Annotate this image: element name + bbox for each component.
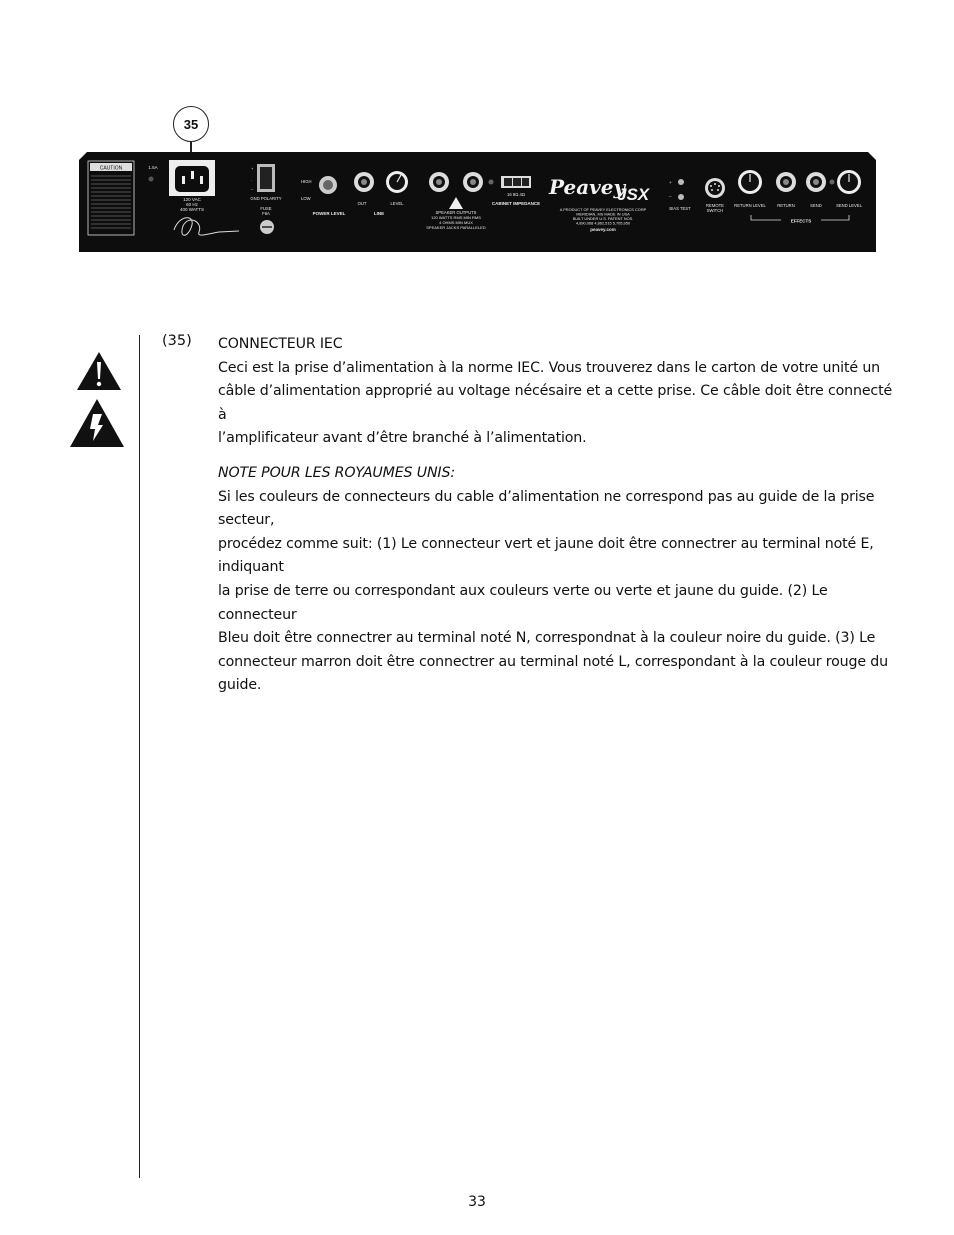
svg-text:HIGH: HIGH	[301, 179, 312, 184]
body-line-2: câble d’alimentation approprié au voltage nécésaire et a cette prise. Ce câble doit être connecté à	[218, 383, 893, 423]
svg-text:POWER LEVEL: POWER LEVEL	[312, 211, 346, 216]
fuse-rating-label: 1.5A	[148, 165, 158, 170]
section-title: CONNECTEUR IEC	[218, 336, 343, 352]
bias-test-point-minus	[678, 194, 684, 200]
svg-text:–: –	[669, 194, 672, 199]
svg-text:LEVEL: LEVEL	[390, 201, 404, 206]
svg-text:120 WATTS RMS MIN RMS: 120 WATTS RMS MIN RMS	[431, 215, 481, 220]
svg-text:peavey.com: peavey.com	[590, 227, 616, 232]
svg-text:4,890,068 4,862,515 5,705,950: 4,890,068 4,862,515 5,705,950	[575, 220, 631, 226]
note-line-4: Bleu doit être connectrer au terminal noté N, correspondnat à la couleur noire du guide. (3) Le	[218, 630, 876, 647]
body-line-3: l’amplificateur avant d’être branché à l’alimentation.	[218, 430, 587, 447]
page-number: 33	[468, 1194, 486, 1210]
section-content	[218, 333, 902, 698]
svg-text:LOW: LOW	[301, 196, 311, 201]
svg-text:4 OHMS MIN MUX: 4 OHMS MIN MUX	[439, 220, 473, 225]
svg-text:SEND: SEND	[810, 203, 822, 208]
peavey-logo: Peavey	[549, 175, 626, 199]
svg-text:EFFECTS: EFFECTS	[790, 218, 812, 224]
svg-text:F6A: F6A	[262, 211, 270, 216]
svg-text:A PRODUCT OF PEAVEY ELECTRONIC: A PRODUCT OF PEAVEY ELECTRONICS CORP	[559, 207, 647, 212]
note-line-2: procédez comme suit: (1) Le connecteur vert et jaune doit être connectrer au terminal noté E, indiquant	[218, 535, 874, 576]
caution-text: CAUTION	[99, 165, 123, 172]
svg-text:REMOTE: REMOTE	[706, 203, 724, 208]
svg-text:CABINET IMPEDANCE: CABINET IMPEDANCE	[491, 201, 541, 206]
margin-rule	[139, 335, 140, 1178]
svg-text:+: +	[669, 180, 672, 185]
note-line-1: Si les couleurs de connecteurs du cable d’alimentation ne correspond pas au guide de la prise secteur,	[218, 488, 875, 529]
svg-text:LINE: LINE	[373, 211, 385, 216]
svg-text:SWITCH: SWITCH	[706, 208, 724, 213]
svg-text:RETURN LEVEL: RETURN LEVEL	[734, 203, 766, 208]
callout-35: 35	[173, 106, 209, 142]
svg-text:RETURN: RETURN	[777, 203, 795, 208]
note-line-3: la prise de terre ou correspondant aux couleurs verte ou verte et jaune du guide. (2) Le connecteur	[218, 582, 828, 623]
iec-power-connector	[169, 160, 215, 196]
svg-text:SEND LEVEL: SEND LEVEL	[836, 203, 862, 208]
bias-test-point-plus	[678, 179, 684, 185]
jsx-logo: JSX	[617, 185, 650, 204]
electric-shock-warning-icon	[69, 398, 125, 448]
svg-text:SPEAKER JACKS PARALLELED: SPEAKER JACKS PARALLELED	[426, 225, 486, 230]
svg-text:SPEAKER OUTPUTS: SPEAKER OUTPUTS	[435, 210, 477, 215]
svg-text:16 8Ω 4Ω: 16 8Ω 4Ω	[507, 192, 525, 197]
caution-exclamation-icon	[76, 351, 122, 391]
amplifier-back-panel	[79, 152, 876, 252]
svg-text:GND POLARITY: GND POLARITY	[250, 196, 282, 201]
svg-text:–: –	[251, 186, 254, 191]
svg-text:60 Hz: 60 Hz	[186, 202, 198, 207]
note-line-5: connecteur marron doit être connectrer au terminal noté L, correspondant à la couleur rouge du guide.	[218, 653, 888, 694]
svg-text:400 WATTS: 400 WATTS	[179, 207, 205, 212]
body-line-1: Ceci est la prise d’alimentation à la norme IEC. Vous trouverez dans le carton de votre unité un	[218, 359, 881, 376]
section-number: (35)	[162, 333, 192, 349]
svg-text:+: +	[251, 166, 254, 171]
svg-text:FUSE: FUSE	[260, 206, 272, 211]
fuse-indicator	[149, 177, 154, 182]
note-title: NOTE POUR LES ROYAUMES UNIS:	[218, 464, 455, 481]
svg-text:120 VAC: 120 VAC	[183, 197, 201, 202]
svg-text:BIAS TEST: BIAS TEST	[669, 206, 691, 211]
svg-text:·: ·	[251, 178, 253, 183]
svg-text:BUILT UNDER U.S. PATENT NOS.: BUILT UNDER U.S. PATENT NOS.	[572, 216, 634, 221]
svg-text:MERIDIAN, MS MADE IN USA: MERIDIAN, MS MADE IN USA	[576, 211, 630, 217]
svg-text:OUT: OUT	[357, 201, 367, 206]
